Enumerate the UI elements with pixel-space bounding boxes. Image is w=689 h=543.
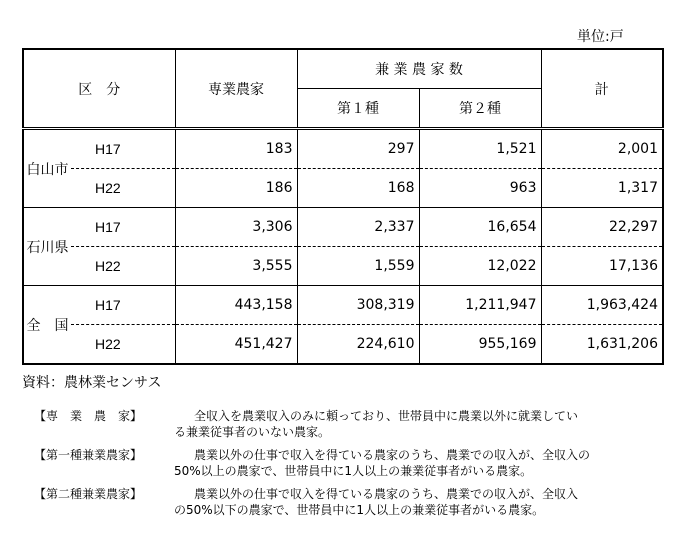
type1-cell: 224,610 bbox=[297, 325, 419, 365]
total-cell: 1,317 bbox=[541, 169, 663, 208]
type2-cell: 12,022 bbox=[419, 247, 541, 286]
header-type1: 第１種 bbox=[297, 89, 419, 129]
region-national: 全 国 bbox=[23, 286, 71, 365]
type2-cell: 16,654 bbox=[419, 208, 541, 247]
type2-cell: 955,169 bbox=[419, 325, 541, 365]
year-cell: H22 bbox=[71, 325, 175, 365]
total-cell: 1,631,206 bbox=[541, 325, 663, 365]
total-cell: 1,963,424 bbox=[541, 286, 663, 325]
header-fulltime: 専業農家 bbox=[175, 49, 297, 129]
type1-cell: 297 bbox=[297, 129, 419, 169]
table-row bbox=[23, 286, 663, 325]
header-parttime: 兼 業 農 家 数 bbox=[297, 49, 541, 89]
type2-cell: 1,521 bbox=[419, 129, 541, 169]
region-hakusan: 白山市 bbox=[23, 129, 71, 208]
header-total: 計 bbox=[541, 49, 663, 129]
type1-cell: 1,559 bbox=[297, 247, 419, 286]
year-cell: H17 bbox=[71, 208, 175, 247]
fulltime-cell: 3,555 bbox=[175, 247, 297, 286]
fulltime-cell: 3,306 bbox=[175, 208, 297, 247]
definition-term: 【専 業 農 家】 bbox=[34, 409, 143, 423]
unit-label: 単位:戸 bbox=[577, 29, 624, 45]
definition-term: 【第二種兼業農家】 bbox=[34, 487, 143, 501]
fulltime-cell: 186 bbox=[175, 169, 297, 208]
type2-cell: 1,211,947 bbox=[419, 286, 541, 325]
fulltime-cell: 183 bbox=[175, 129, 297, 169]
definition-term: 【第一種兼業農家】 bbox=[34, 448, 143, 462]
farm-household-table bbox=[22, 48, 664, 365]
year-cell: H17 bbox=[71, 286, 175, 325]
year-cell: H22 bbox=[71, 247, 175, 286]
total-cell: 17,136 bbox=[541, 247, 663, 286]
region-ishikawa: 石川県 bbox=[23, 208, 71, 286]
definition-text-line1: 農業以外の仕事で収入を得ている農家のうち、農業での収入が、全収入の bbox=[194, 448, 591, 462]
table-row bbox=[23, 247, 663, 286]
table-row bbox=[23, 169, 663, 208]
total-cell: 2,001 bbox=[541, 129, 663, 169]
type1-cell: 2,337 bbox=[297, 208, 419, 247]
fulltime-cell: 451,427 bbox=[175, 325, 297, 365]
header-category: 区 分 bbox=[23, 49, 175, 129]
total-cell: 22,297 bbox=[541, 208, 663, 247]
definition-text-line2: の50%以下の農家で、世帯員中に1人以上の兼業従事者がいる農家。 bbox=[174, 503, 545, 517]
table-row bbox=[23, 325, 663, 365]
type1-cell: 168 bbox=[297, 169, 419, 208]
source-note: 資料：農林業センサス bbox=[22, 375, 162, 391]
table-row bbox=[23, 208, 663, 247]
definition-text-line2: る兼業従事者のいない農家。 bbox=[174, 425, 331, 439]
type2-cell: 963 bbox=[419, 169, 541, 208]
definition-text-line2: 50%以上の農家で、世帯員中に1人以上の兼業従事者がいる農家。 bbox=[174, 464, 533, 478]
definition-text-line1: 農業以外の仕事で収入を得ている農家のうち、農業での収入が、全収入 bbox=[194, 487, 579, 501]
fulltime-cell: 443,158 bbox=[175, 286, 297, 325]
year-cell: H17 bbox=[71, 129, 175, 169]
year-cell: H22 bbox=[71, 169, 175, 208]
header-type2: 第２種 bbox=[419, 89, 541, 129]
definition-text-line1: 全収入を農業収入のみに頼っており、世帯員中に農業以外に就業してい bbox=[194, 409, 579, 423]
table-row bbox=[23, 129, 663, 169]
header-row-1 bbox=[23, 49, 663, 89]
type1-cell: 308,319 bbox=[297, 286, 419, 325]
